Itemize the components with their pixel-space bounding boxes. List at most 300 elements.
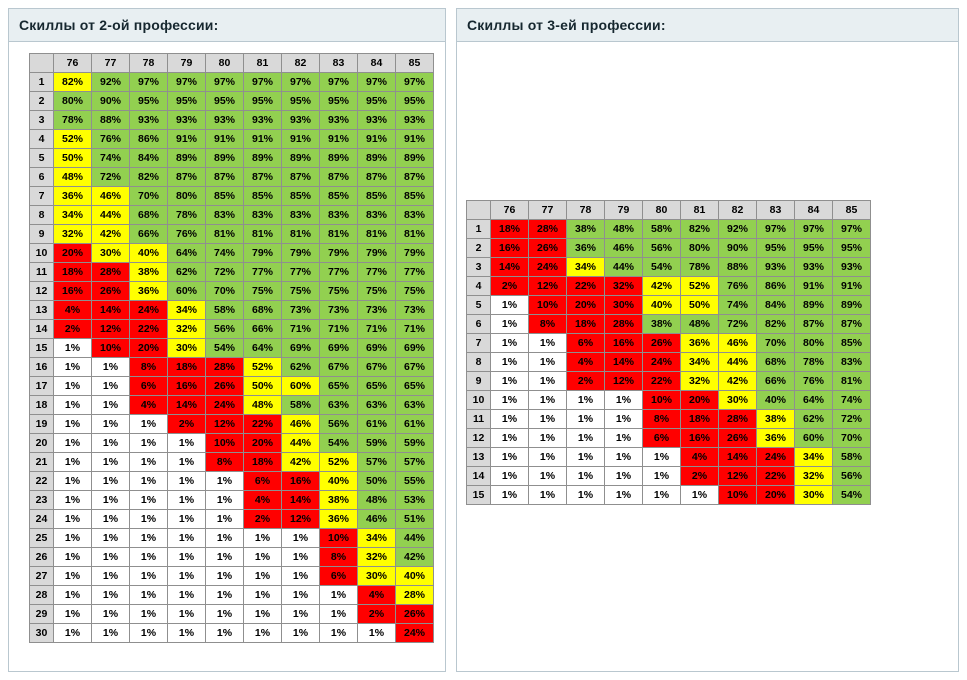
heatmap-cell: 20% <box>130 339 168 358</box>
heatmap-cell: 84% <box>130 149 168 168</box>
heatmap-cell: 1% <box>168 491 206 510</box>
heatmap-cell: 26% <box>719 429 757 448</box>
heatmap-cell: 44% <box>282 434 320 453</box>
heatmap-cell: 1% <box>206 586 244 605</box>
heatmap-cell: 58% <box>643 220 681 239</box>
heatmap-cell: 91% <box>320 130 358 149</box>
heatmap-cell: 8% <box>130 358 168 377</box>
heatmap-cell: 18% <box>681 410 719 429</box>
heatmap-cell: 50% <box>54 149 92 168</box>
heatmap-cell: 10% <box>320 529 358 548</box>
heatmap-cell: 22% <box>757 467 795 486</box>
heatmap-cell: 14% <box>168 396 206 415</box>
heatmap-cell: 60% <box>168 282 206 301</box>
heatmap-cell: 48% <box>681 315 719 334</box>
heatmap-cell: 4% <box>681 448 719 467</box>
heatmap-cell: 95% <box>833 239 871 258</box>
heatmap-cell: 1% <box>92 358 130 377</box>
heatmap-cell: 54% <box>320 434 358 453</box>
heatmap-table-second <box>29 53 434 643</box>
heatmap-cell: 1% <box>491 448 529 467</box>
heatmap-cell: 26% <box>643 334 681 353</box>
heatmap-cell: 1% <box>282 567 320 586</box>
heatmap-cell: 93% <box>244 111 282 130</box>
heatmap-cell: 32% <box>681 372 719 391</box>
heatmap-cell: 80% <box>795 334 833 353</box>
heatmap-cell: 30% <box>719 391 757 410</box>
heatmap-cell: 72% <box>92 168 130 187</box>
heatmap-cell: 1% <box>54 605 92 624</box>
heatmap-cell: 95% <box>282 92 320 111</box>
heatmap-cell: 52% <box>244 358 282 377</box>
heatmap-cell: 95% <box>168 92 206 111</box>
heatmap-cell: 93% <box>168 111 206 130</box>
heatmap-cell: 85% <box>206 187 244 206</box>
heatmap-row-header: 13 <box>467 448 491 467</box>
heatmap-cell: 1% <box>206 472 244 491</box>
heatmap-cell: 97% <box>130 73 168 92</box>
heatmap-cell: 2% <box>681 467 719 486</box>
heatmap-cell: 59% <box>358 434 396 453</box>
heatmap-cell: 36% <box>54 187 92 206</box>
heatmap-cell: 85% <box>244 187 282 206</box>
heatmap-cell: 61% <box>396 415 434 434</box>
heatmap-cell: 1% <box>130 529 168 548</box>
table-row <box>467 429 871 448</box>
heatmap-cell: 75% <box>358 282 396 301</box>
heatmap-cell: 91% <box>206 130 244 149</box>
heatmap-cell: 87% <box>833 315 871 334</box>
panel-body-third-profession <box>457 42 958 671</box>
table-row <box>467 372 871 391</box>
heatmap-cell: 91% <box>244 130 282 149</box>
heatmap-cell: 74% <box>833 391 871 410</box>
heatmap-cell: 50% <box>244 377 282 396</box>
table-row <box>30 358 434 377</box>
heatmap-corner-cell <box>30 54 54 73</box>
table-row <box>467 315 871 334</box>
table-row <box>30 510 434 529</box>
heatmap-cell: 38% <box>643 315 681 334</box>
panel-second-profession <box>8 8 446 672</box>
heatmap-cell: 73% <box>320 301 358 320</box>
heatmap-cell: 20% <box>567 296 605 315</box>
heatmap-cell: 38% <box>130 263 168 282</box>
heatmap-cell: 1% <box>206 605 244 624</box>
heatmap-cell: 1% <box>244 567 282 586</box>
table-row <box>467 239 871 258</box>
heatmap-cell: 66% <box>130 225 168 244</box>
heatmap-cell: 1% <box>168 586 206 605</box>
heatmap-cell: 53% <box>396 491 434 510</box>
heatmap-cell: 1% <box>358 624 396 643</box>
heatmap-cell: 1% <box>130 453 168 472</box>
heatmap-cell: 20% <box>757 486 795 505</box>
heatmap-column-header: 81 <box>244 54 282 73</box>
heatmap-cell: 82% <box>130 168 168 187</box>
heatmap-wrapper-third <box>466 200 871 505</box>
table-row <box>30 301 434 320</box>
heatmap-cell: 36% <box>130 282 168 301</box>
heatmap-cell: 1% <box>567 486 605 505</box>
table-row <box>30 111 434 130</box>
heatmap-cell: 1% <box>54 396 92 415</box>
heatmap-cell: 54% <box>643 258 681 277</box>
heatmap-cell: 1% <box>244 624 282 643</box>
heatmap-row-header: 6 <box>467 315 491 334</box>
heatmap-cell: 72% <box>833 410 871 429</box>
heatmap-cell: 40% <box>130 244 168 263</box>
heatmap-cell: 10% <box>529 296 567 315</box>
heatmap-cell: 1% <box>54 472 92 491</box>
table-row <box>30 396 434 415</box>
heatmap-cell: 44% <box>92 206 130 225</box>
heatmap-cell: 60% <box>795 429 833 448</box>
heatmap-cell: 93% <box>396 111 434 130</box>
heatmap-cell: 48% <box>605 220 643 239</box>
heatmap-cell: 78% <box>54 111 92 130</box>
heatmap-cell: 24% <box>529 258 567 277</box>
heatmap-cell: 1% <box>605 410 643 429</box>
heatmap-cell: 1% <box>529 372 567 391</box>
heatmap-row-header: 21 <box>30 453 54 472</box>
heatmap-row-header: 1 <box>467 220 491 239</box>
table-row <box>30 605 434 624</box>
heatmap-cell: 81% <box>833 372 871 391</box>
heatmap-cell: 1% <box>92 624 130 643</box>
heatmap-cell: 1% <box>168 567 206 586</box>
heatmap-cell: 4% <box>54 301 92 320</box>
heatmap-cell: 28% <box>396 586 434 605</box>
heatmap-cell: 97% <box>833 220 871 239</box>
table-row <box>30 168 434 187</box>
heatmap-row-header: 8 <box>30 206 54 225</box>
heatmap-cell: 83% <box>358 206 396 225</box>
heatmap-cell: 58% <box>206 301 244 320</box>
heatmap-column-header: 76 <box>54 54 92 73</box>
heatmap-cell: 18% <box>54 263 92 282</box>
heatmap-cell: 1% <box>529 467 567 486</box>
heatmap-cell: 44% <box>605 258 643 277</box>
heatmap-cell: 22% <box>567 277 605 296</box>
heatmap-row-header: 14 <box>30 320 54 339</box>
heatmap-cell: 14% <box>282 491 320 510</box>
heatmap-row-header: 4 <box>467 277 491 296</box>
heatmap-cell: 77% <box>320 263 358 282</box>
heatmap-column-header: 84 <box>795 201 833 220</box>
heatmap-cell: 87% <box>244 168 282 187</box>
heatmap-cell: 78% <box>681 258 719 277</box>
heatmap-cell: 87% <box>206 168 244 187</box>
heatmap-cell: 1% <box>54 415 92 434</box>
heatmap-cell: 82% <box>757 315 795 334</box>
heatmap-cell: 24% <box>643 353 681 372</box>
heatmap-cell: 1% <box>54 624 92 643</box>
table-row <box>30 624 434 643</box>
heatmap-column-header: 85 <box>833 201 871 220</box>
heatmap-cell: 77% <box>396 263 434 282</box>
heatmap-cell: 84% <box>757 296 795 315</box>
heatmap-cell: 95% <box>795 239 833 258</box>
heatmap-cell: 85% <box>396 187 434 206</box>
heatmap-cell: 1% <box>168 605 206 624</box>
heatmap-cell: 71% <box>358 320 396 339</box>
heatmap-cell: 68% <box>757 353 795 372</box>
heatmap-cell: 87% <box>168 168 206 187</box>
table-row <box>30 225 434 244</box>
heatmap-cell: 46% <box>605 239 643 258</box>
heatmap-cell: 1% <box>130 548 168 567</box>
heatmap-row-header: 30 <box>30 624 54 643</box>
heatmap-cell: 1% <box>529 410 567 429</box>
heatmap-cell: 1% <box>168 548 206 567</box>
heatmap-cell: 20% <box>244 434 282 453</box>
heatmap-cell: 48% <box>244 396 282 415</box>
heatmap-row-header: 15 <box>467 486 491 505</box>
heatmap-cell: 68% <box>130 206 168 225</box>
heatmap-cell: 80% <box>54 92 92 111</box>
table-row <box>30 149 434 168</box>
heatmap-cell: 1% <box>92 415 130 434</box>
heatmap-cell: 95% <box>358 92 396 111</box>
heatmap-row-header: 5 <box>30 149 54 168</box>
heatmap-cell: 1% <box>282 529 320 548</box>
heatmap-cell: 2% <box>358 605 396 624</box>
heatmap-cell: 1% <box>282 548 320 567</box>
heatmap-cell: 28% <box>719 410 757 429</box>
heatmap-cell: 4% <box>130 396 168 415</box>
heatmap-cell: 64% <box>795 391 833 410</box>
heatmap-cell: 1% <box>92 529 130 548</box>
heatmap-cell: 1% <box>491 315 529 334</box>
heatmap-cell: 1% <box>491 410 529 429</box>
heatmap-cell: 80% <box>681 239 719 258</box>
heatmap-cell: 1% <box>130 605 168 624</box>
table-row <box>30 187 434 206</box>
heatmap-cell: 85% <box>833 334 871 353</box>
heatmap-cell: 1% <box>491 467 529 486</box>
heatmap-cell: 83% <box>396 206 434 225</box>
heatmap-cell: 1% <box>529 429 567 448</box>
heatmap-cell: 6% <box>643 429 681 448</box>
heatmap-cell: 62% <box>282 358 320 377</box>
table-row <box>30 434 434 453</box>
heatmap-cell: 6% <box>130 377 168 396</box>
heatmap-cell: 16% <box>491 239 529 258</box>
heatmap-cell: 46% <box>358 510 396 529</box>
heatmap-cell: 1% <box>567 391 605 410</box>
heatmap-cell: 1% <box>491 372 529 391</box>
heatmap-cell: 76% <box>719 277 757 296</box>
table-row <box>30 339 434 358</box>
heatmap-cell: 82% <box>681 220 719 239</box>
heatmap-cell: 26% <box>92 282 130 301</box>
heatmap-cell: 87% <box>282 168 320 187</box>
heatmap-cell: 77% <box>282 263 320 282</box>
heatmap-cell: 1% <box>282 624 320 643</box>
heatmap-cell: 4% <box>567 353 605 372</box>
heatmap-row-header: 22 <box>30 472 54 491</box>
heatmap-cell: 88% <box>719 258 757 277</box>
heatmap-cell: 42% <box>719 372 757 391</box>
table-row <box>30 206 434 225</box>
heatmap-cell: 18% <box>168 358 206 377</box>
heatmap-cell: 75% <box>282 282 320 301</box>
heatmap-cell: 73% <box>282 301 320 320</box>
heatmap-cell: 1% <box>92 472 130 491</box>
heatmap-cell: 97% <box>757 220 795 239</box>
table-row <box>30 567 434 586</box>
heatmap-row-header: 2 <box>30 92 54 111</box>
heatmap-cell: 12% <box>719 467 757 486</box>
heatmap-cell: 61% <box>358 415 396 434</box>
heatmap-cell: 40% <box>643 296 681 315</box>
heatmap-cell: 2% <box>491 277 529 296</box>
heatmap-cell: 62% <box>168 263 206 282</box>
heatmap-cell: 65% <box>320 377 358 396</box>
heatmap-cell: 50% <box>358 472 396 491</box>
heatmap-row-header: 1 <box>30 73 54 92</box>
heatmap-cell: 69% <box>320 339 358 358</box>
heatmap-cell: 92% <box>719 220 757 239</box>
heatmap-cell: 36% <box>681 334 719 353</box>
heatmap-cell: 87% <box>320 168 358 187</box>
heatmap-cell: 38% <box>567 220 605 239</box>
heatmap-cell: 70% <box>757 334 795 353</box>
heatmap-cell: 22% <box>643 372 681 391</box>
heatmap-cell: 1% <box>92 491 130 510</box>
heatmap-cell: 2% <box>567 372 605 391</box>
heatmap-cell: 1% <box>529 353 567 372</box>
heatmap-cell: 4% <box>244 491 282 510</box>
heatmap-cell: 71% <box>396 320 434 339</box>
heatmap-row-header: 4 <box>30 130 54 149</box>
heatmap-cell: 56% <box>206 320 244 339</box>
heatmap-cell: 1% <box>54 586 92 605</box>
heatmap-cell: 74% <box>719 296 757 315</box>
heatmap-cell: 80% <box>168 187 206 206</box>
heatmap-row-header: 3 <box>30 111 54 130</box>
heatmap-cell: 79% <box>282 244 320 263</box>
heatmap-cell: 18% <box>567 315 605 334</box>
heatmap-cell: 70% <box>130 187 168 206</box>
heatmap-row-header: 13 <box>30 301 54 320</box>
heatmap-cell: 59% <box>396 434 434 453</box>
heatmap-cell: 1% <box>54 358 92 377</box>
heatmap-cell: 1% <box>206 624 244 643</box>
heatmap-cell: 89% <box>206 149 244 168</box>
table-row <box>467 486 871 505</box>
heatmap-cell: 1% <box>92 377 130 396</box>
heatmap-cell: 79% <box>320 244 358 263</box>
heatmap-cell: 24% <box>757 448 795 467</box>
heatmap-cell: 1% <box>92 453 130 472</box>
heatmap-column-header: 78 <box>567 201 605 220</box>
heatmap-cell: 93% <box>757 258 795 277</box>
heatmap-cell: 1% <box>529 334 567 353</box>
heatmap-cell: 72% <box>206 263 244 282</box>
heatmap-cell: 44% <box>396 529 434 548</box>
table-row <box>30 415 434 434</box>
heatmap-cell: 76% <box>168 225 206 244</box>
heatmap-row-header: 20 <box>30 434 54 453</box>
heatmap-row-header: 7 <box>30 187 54 206</box>
heatmap-column-header: 82 <box>282 54 320 73</box>
heatmap-cell: 32% <box>168 320 206 339</box>
heatmap-cell: 30% <box>92 244 130 263</box>
table-row <box>30 548 434 567</box>
heatmap-cell: 92% <box>92 73 130 92</box>
table-row <box>30 320 434 339</box>
heatmap-cell: 22% <box>130 320 168 339</box>
heatmap-cell: 93% <box>206 111 244 130</box>
heatmap-cell: 70% <box>206 282 244 301</box>
heatmap-cell: 38% <box>320 491 358 510</box>
heatmap-cell: 16% <box>282 472 320 491</box>
heatmap-cell: 12% <box>282 510 320 529</box>
heatmap-column-header: 77 <box>529 201 567 220</box>
heatmap-cell: 1% <box>206 548 244 567</box>
heatmap-cell: 32% <box>795 467 833 486</box>
heatmap-cell: 89% <box>396 149 434 168</box>
heatmap-cell: 32% <box>54 225 92 244</box>
heatmap-cell: 63% <box>320 396 358 415</box>
heatmap-cell: 54% <box>833 486 871 505</box>
heatmap-cell: 1% <box>92 586 130 605</box>
heatmap-cell: 1% <box>244 529 282 548</box>
heatmap-cell: 14% <box>605 353 643 372</box>
heatmap-cell: 91% <box>795 277 833 296</box>
table-row <box>30 491 434 510</box>
heatmap-cell: 88% <box>92 111 130 130</box>
heatmap-cell: 52% <box>681 277 719 296</box>
heatmap-cell: 64% <box>244 339 282 358</box>
heatmap-cell: 66% <box>757 372 795 391</box>
heatmap-cell: 69% <box>358 339 396 358</box>
heatmap-cell: 85% <box>282 187 320 206</box>
heatmap-cell: 1% <box>320 586 358 605</box>
heatmap-cell: 90% <box>92 92 130 111</box>
heatmap-cell: 14% <box>92 301 130 320</box>
heatmap-cell: 81% <box>282 225 320 244</box>
table-row <box>467 391 871 410</box>
heatmap-cell: 1% <box>491 391 529 410</box>
heatmap-cell: 28% <box>529 220 567 239</box>
heatmap-cell: 78% <box>795 353 833 372</box>
heatmap-wrapper-second <box>29 53 434 643</box>
heatmap-column-header: 80 <box>206 54 244 73</box>
heatmap-cell: 93% <box>282 111 320 130</box>
heatmap-cell: 89% <box>795 296 833 315</box>
heatmap-row-header: 14 <box>467 467 491 486</box>
heatmap-cell: 95% <box>206 92 244 111</box>
heatmap-cell: 97% <box>358 73 396 92</box>
heatmap-cell: 1% <box>567 410 605 429</box>
heatmap-cell: 1% <box>168 472 206 491</box>
table-row <box>467 467 871 486</box>
heatmap-cell: 58% <box>282 396 320 415</box>
heatmap-cell: 90% <box>719 239 757 258</box>
heatmap-column-header: 81 <box>681 201 719 220</box>
heatmap-cell: 1% <box>244 586 282 605</box>
heatmap-cell: 10% <box>92 339 130 358</box>
heatmap-cell: 97% <box>168 73 206 92</box>
heatmap-cell: 57% <box>396 453 434 472</box>
heatmap-cell: 89% <box>320 149 358 168</box>
panel-third-profession <box>456 8 959 672</box>
heatmap-cell: 2% <box>54 320 92 339</box>
heatmap-cell: 1% <box>54 434 92 453</box>
